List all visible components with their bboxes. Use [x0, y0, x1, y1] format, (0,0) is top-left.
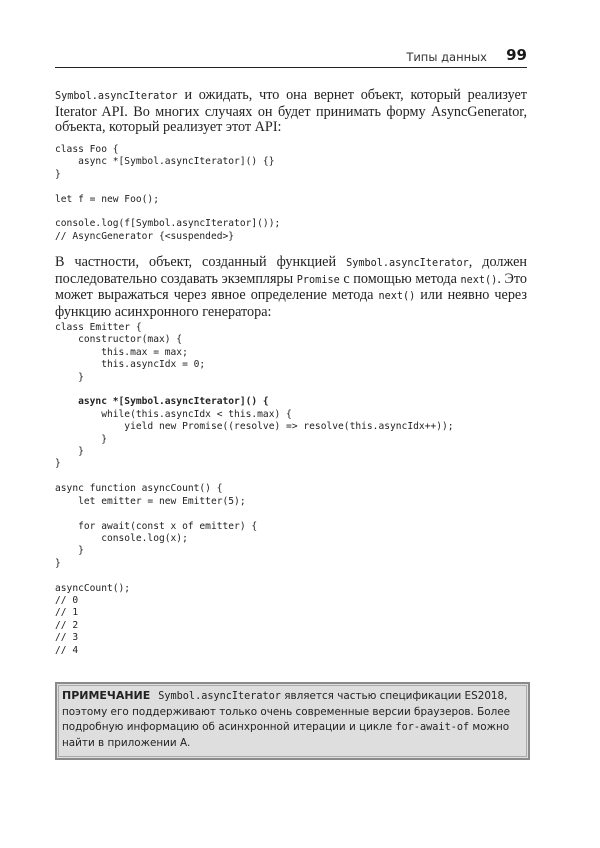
code-line: } — [55, 458, 61, 470]
code-line: this.asyncIdx = 0; — [55, 359, 206, 371]
code-line: // 4 — [55, 644, 79, 656]
code-block-2 — [55, 322, 454, 657]
paragraph-text: и ожидать, что она вернет объект, который реализует Iterator API. Во многих случаях он будет принимать форму AsyncGenerator, объекта, который реализует этот API: — [55, 87, 527, 136]
note-box — [55, 682, 530, 760]
code-line: async function asyncCount() { — [55, 483, 223, 495]
code-line: let emitter = new Emitter(5); — [55, 495, 246, 507]
code-line: let f = new Foo(); — [55, 193, 159, 205]
code-line: console.log(x); — [55, 532, 188, 544]
code-line — [55, 206, 280, 218]
inline-code: Symbol.asyncIterator — [55, 91, 178, 102]
code-line — [55, 471, 454, 483]
code-line: } — [55, 446, 84, 458]
code-line — [55, 508, 454, 520]
code-line: } — [55, 557, 61, 569]
paragraph-2 — [55, 255, 527, 320]
code-line — [55, 570, 454, 582]
inline-code: next() — [378, 291, 416, 303]
code-line: async *[Symbol.asyncIterator]() { — [55, 396, 269, 408]
inline-code: Symbol.asyncIterator — [346, 258, 469, 269]
text: или неявно через функцию асинхронного генератора: — [55, 287, 527, 320]
code-line: } — [55, 371, 84, 383]
note-text: можно найти в приложении А. — [62, 721, 510, 749]
code-line: // 3 — [55, 632, 79, 644]
paragraph-1 — [55, 88, 527, 136]
text: , должен последовательно создавать экземпляры — [55, 254, 527, 287]
code-line — [55, 384, 454, 396]
code-line: console.log(f[Symbol.asyncIterator]()); — [55, 218, 281, 230]
section-title: Типы данных — [406, 50, 487, 64]
inline-code: for-await-of — [395, 722, 470, 734]
page-number: 99 — [506, 46, 527, 64]
code-line: asyncCount(); — [55, 582, 131, 594]
code-line: for await(const x of emitter) { — [55, 520, 258, 532]
note-text: является частью спецификации ES2018, поэтому его поддерживают только очень современные версии браузеров. Более подробную информацию об асинхронной итерации и цикле — [62, 690, 511, 734]
inline-code: next() — [460, 274, 498, 286]
code-line: // 2 — [55, 619, 79, 631]
code-line — [55, 181, 280, 193]
code-line: } — [55, 545, 84, 557]
code-block-1 — [55, 144, 280, 243]
code-line: constructor(max) { — [55, 334, 183, 346]
code-line: while(this.asyncIdx < this.max) { — [55, 408, 292, 420]
code-line: // AsyncGenerator {<suspended>} — [55, 230, 235, 242]
code-line: // 0 — [55, 594, 79, 606]
note-label: ПРИМЕЧАНИЕ — [62, 689, 151, 702]
code-line: class Emitter { — [55, 322, 142, 333]
text: с помощью метода — [339, 270, 461, 287]
code-line: async *[Symbol.asyncIterator]() {} — [55, 156, 275, 168]
code-line: this.max = max; — [55, 346, 188, 358]
code-line: class Foo { — [55, 144, 119, 155]
text: . Это может выражаться через явное определение метода — [55, 270, 527, 304]
inline-code: Promise — [296, 274, 340, 286]
text: В частности, объект, созданный функцией — [55, 254, 347, 270]
code-line: yield new Promise((resolve) => resolve(this.asyncIdx++)); — [55, 421, 454, 433]
code-line: // 1 — [55, 607, 79, 619]
running-header — [55, 46, 527, 68]
code-line: } — [55, 433, 107, 445]
inline-code: Symbol.asyncIterator — [158, 691, 281, 702]
code-line: } — [55, 168, 61, 180]
